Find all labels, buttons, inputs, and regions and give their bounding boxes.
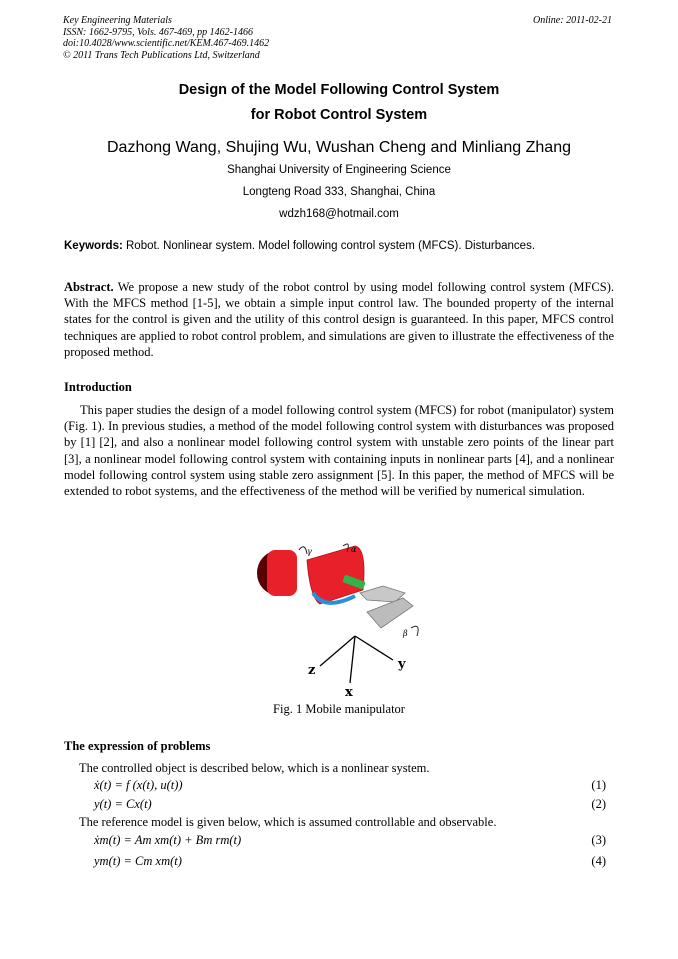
equation-2: y(t) = Cx(t) [94,797,152,811]
figure-caption: Fig. 1 Mobile manipulator [273,702,405,716]
equation-1-number: (1) [591,778,606,792]
journal-name: Key Engineering Materials [63,15,172,26]
doi-line: doi:10.4028/www.scientific.net/KEM.467-469.1462 [63,38,270,49]
angle-alpha-label: α [351,545,357,554]
online-date: Online: 2011-02-21 [533,15,612,26]
affiliation-address: Longteng Road 333, Shanghai, China [242,186,436,198]
author-email: wdzh168@hotmail.com [279,208,399,220]
keywords-label: Keywords: [64,240,123,252]
keywords [64,240,535,252]
equation-1: ẋ(t) = f (x(t), u(t)) [94,778,183,792]
robot-base [267,550,297,596]
axis-y-line [355,636,393,660]
axis-x-line [350,636,355,683]
angle-beta-icon [411,626,418,636]
abstract-label: Abstract. [64,280,114,294]
equation-2-number: (2) [591,797,606,811]
issn-line: ISSN: 1662-9795, Vols. 467-469, pp 1462-1466 [63,26,253,38]
problems-intro-1: The controlled object is described below, which is a nonlinear system. [79,761,430,775]
axis-z-label: z [308,663,316,678]
abstract [64,279,614,360]
copyright-line: © 2011 Trans Tech Publications Ltd, Switzerland [63,49,260,61]
angle-gamma-label: γ [307,547,312,556]
equation-4-number: (4) [591,854,606,868]
introduction-text: This paper studies the design of a model following control system (MFCS) for robot (manipulator) system (Fig. 1). In previous studies, a method of the model following control system with disturbances was proposed by [1] [2], and also a nonlinear model following control system with unstable zero points of the linear part [3], a nonlinear model following control system with containing inputs in nonlinear parts [4], and a nonlinear model following control system using stable zero assignment [5]. In this paper, the method of MFCS will be extended to robot systems, and the effectiveness of the method will be verified by numerical simulation. [64,403,614,499]
paper-title-line-1: Design of the Model Following Control System [178,82,500,98]
axis-y-label: y [398,657,406,672]
abstract-text: We propose a new study of the robot control by using model following control system (MFCS). With the MFCS method [1-5], we obtain a simple input control law. The bounded property of the internal states for the control is given and the utility of this control design is guaranteed. In this paper, MFCS control techniques are applied to robot control problem, and simulations are given to illustrate the effectiveness of the proposed method. [64,280,614,359]
axis-z-line [320,636,355,666]
axis-x-label: x [345,685,353,698]
keywords-text: Robot. Nonlinear system. Model following control system (MFCS). Disturbances. [122,240,536,252]
mobile-manipulator-figure [255,538,440,698]
angle-gamma-icon [299,547,307,554]
gripper-lower [367,598,413,628]
equation-3: ẋm(t) = Am xm(t) + Bm rm(t) [94,833,242,847]
equation-3-number: (3) [591,833,606,847]
problems-intro-2: The reference model is given below, which is assumed controllable and observable. [79,815,497,829]
header-citation [63,15,269,61]
introduction-heading: Introduction [64,380,132,394]
equation-4: ym(t) = Cm xm(t) [94,854,182,868]
authors: Dazhong Wang, Shujing Wu, Wushan Cheng and Minliang Zhang [107,139,571,156]
angle-beta-label: β [403,629,408,638]
paper-title-line-2: for Robot Control System [250,107,428,123]
problems-heading: The expression of problems [64,739,211,753]
affiliation-institution: Shanghai University of Engineering Science [227,164,451,176]
